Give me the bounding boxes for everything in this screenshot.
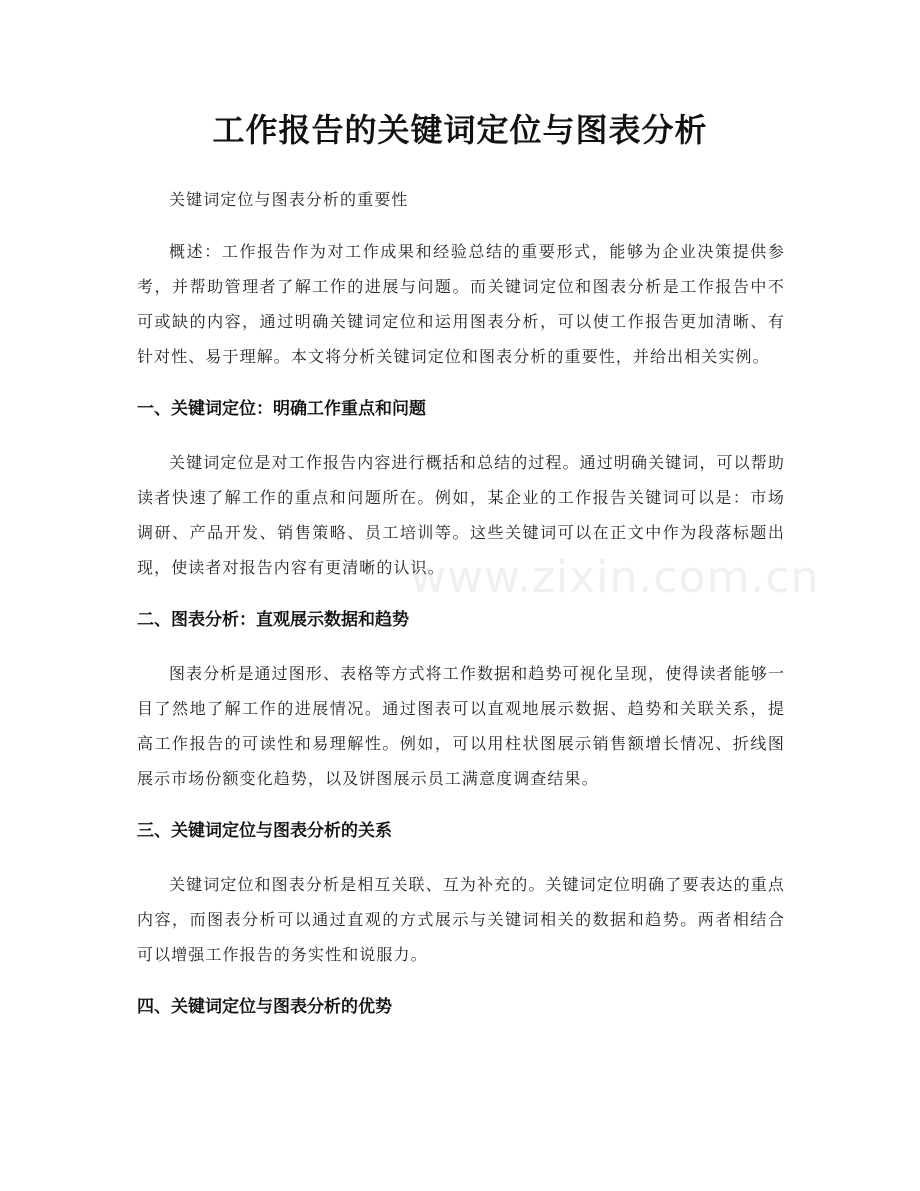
section-heading-2: 二、图表分析：直观展示数据和趋势 xyxy=(137,610,409,630)
watermark-text: www.zixin.com.cn xyxy=(410,552,820,603)
section-body-1: 关键词定位是对工作报告内容进行概括和总结的过程。通过明确关键词，可以帮助读者快速了解工作的重点和问题所在。例如，某企业的工作报告关键词可以是：市场调研、产品开发、销售策略、员工培训等。这些关键词可以在正文中作为段落标题出现，使读者对报告内容有更清晰的认识。 xyxy=(137,453,785,577)
document-body xyxy=(137,182,785,1025)
overview-paragraph: 概述：工作报告作为对工作成果和经验总结的重要形式，能够为企业决策提供参考，并帮助管理者了解工作的进展与问题。而关键词定位和图表分析是工作报告中不可或缺的内容，通过明确关键词定位和运用图表分析，可以使工作报告更加清晰、有针对性、易于理解。本文将分析关键词定位和图表分析的重要性，并给出相关实例。 xyxy=(137,242,785,366)
section-body-3: 关键词定位和图表分析是相互关联、互为补充的。关键词定位明确了要表达的重点内容，而图表分析可以通过直观的方式展示与关键词相关的数据和趋势。两者相结合可以增强工作报告的务实性和说服力。 xyxy=(137,875,785,964)
document-subtitle: 关键词定位与图表分析的重要性 xyxy=(169,190,409,209)
section-heading-4: 四、关键词定位与图表分析的优势 xyxy=(137,997,392,1017)
section-body-2: 图表分析是通过图形、表格等方式将工作数据和趋势可视化呈现，使得读者能够一目了然地了解工作的进展情况。通过图表可以直观地展示数据、趋势和关联关系，提高工作报告的可读性和易理解性。例如，可以用柱状图展示销售额增长情况、折线图展示市场份额变化趋势，以及饼图展示员工满意度调查结果。 xyxy=(137,664,785,788)
document-title: 工作报告的关键词定位与图表分析 xyxy=(212,111,708,149)
section-heading-3: 三、关键词定位与图表分析的关系 xyxy=(137,821,392,841)
section-heading-1: 一、关键词定位：明确工作重点和问题 xyxy=(137,399,426,419)
